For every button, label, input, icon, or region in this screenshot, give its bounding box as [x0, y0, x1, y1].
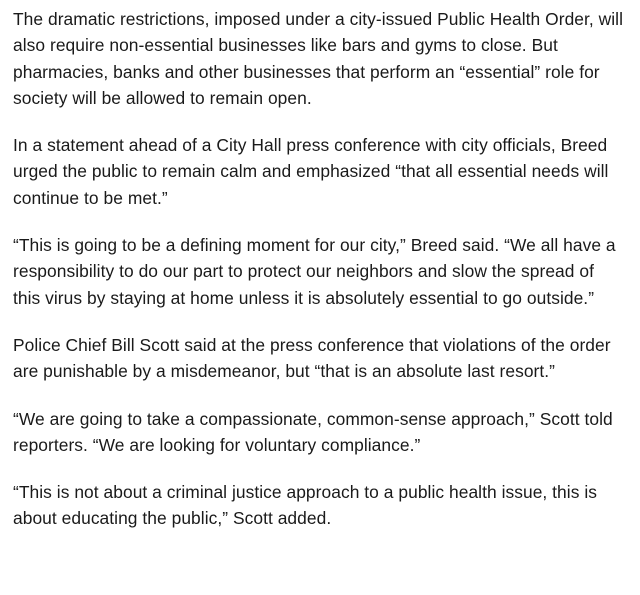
article-paragraph [13, 6, 633, 111]
paragraph-line: are punishable by a misdemeanor, but “that is an absolute last resort.” [13, 361, 555, 382]
article-paragraph [13, 232, 633, 311]
article-paragraph [13, 132, 633, 211]
paragraph-line: society will be allowed to remain open. [13, 87, 312, 108]
paragraph-line: responsibility to do our part to protect our neighbors and slow the spread of [13, 261, 594, 282]
paragraph-line: “This is going to be a defining moment for our city,” Breed said. “We all have a [13, 235, 616, 256]
paragraph-line: reporters. “We are looking for voluntary compliance.” [13, 434, 421, 455]
article-paragraph [13, 406, 633, 459]
paragraph-line: about educating the public,” Scott added. [13, 508, 332, 529]
paragraph-line: continue to be met.” [13, 187, 168, 208]
paragraph-line: The dramatic restrictions, imposed under a city-issued Public Health Order, will [13, 9, 624, 29]
article-paragraph [13, 479, 633, 532]
article-paragraph [13, 332, 633, 385]
paragraph-line: pharmacies, banks and other businesses that perform an “essential” role for [13, 61, 600, 82]
paragraph-line: Police Chief Bill Scott said at the press conference that violations of the order [13, 334, 611, 355]
paragraph-line: also require non-essential businesses like bars and gyms to close. But [13, 35, 558, 56]
article-body [13, 6, 633, 553]
paragraph-line: In a statement ahead of a City Hall press conference with city officials, Breed [13, 135, 608, 156]
paragraph-line: urged the public to remain calm and emphasized “that all essential needs will [13, 161, 609, 182]
paragraph-line: this virus by staying at home unless it is absolutely essential to go outside.” [13, 287, 595, 308]
paragraph-line: “We are going to take a compassionate, common-sense approach,” Scott told [13, 408, 613, 429]
paragraph-line: “This is not about a criminal justice approach to a public health issue, this is [13, 482, 597, 503]
